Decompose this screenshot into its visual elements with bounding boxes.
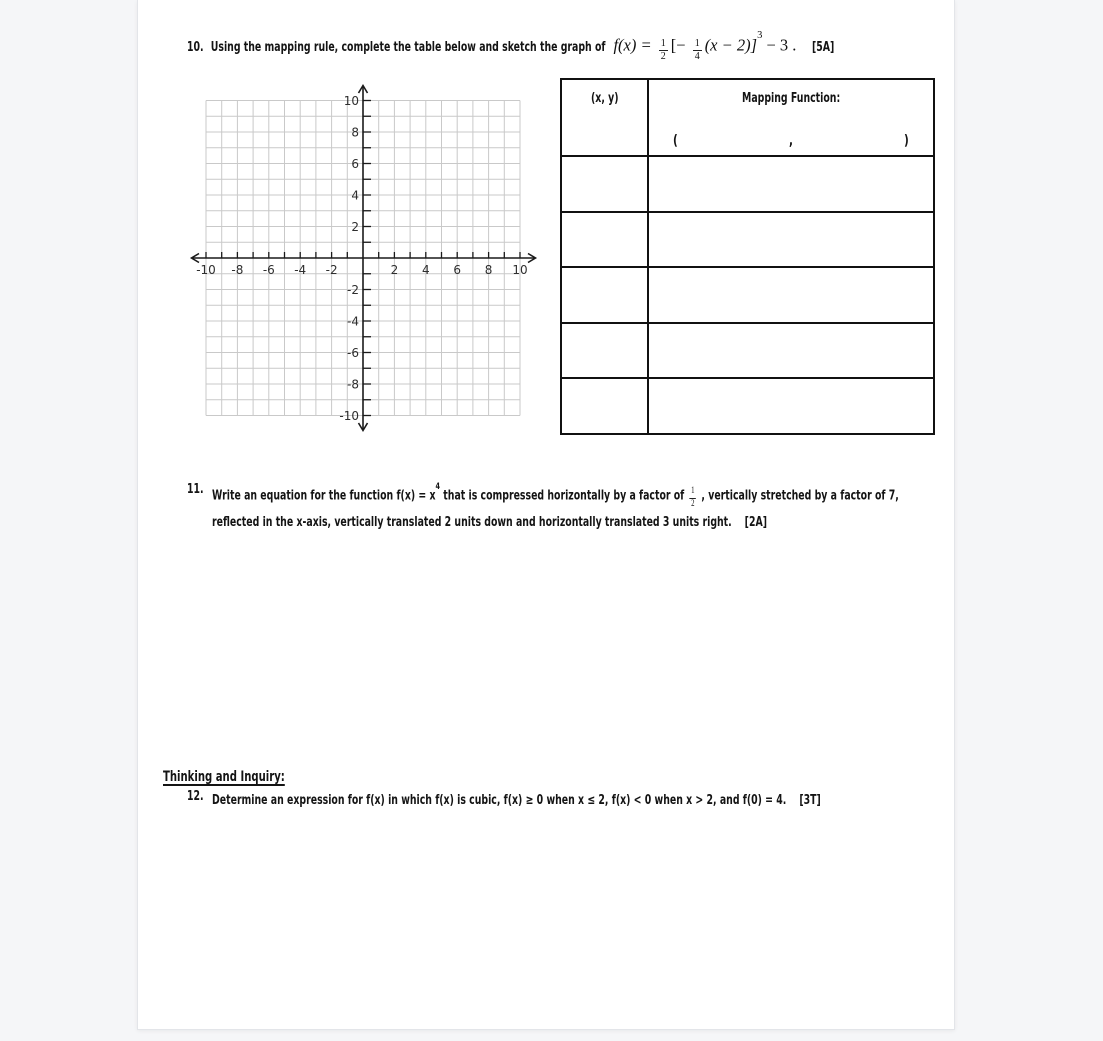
coordinate-grid (189, 78, 538, 438)
svg-text:2: 2 (390, 263, 399, 277)
question-number: 11. (187, 482, 204, 497)
mapping-table (560, 78, 935, 435)
marks-badge: [2A] (744, 515, 767, 531)
xy-cell (561, 156, 648, 212)
svg-text:-6: -6 (347, 346, 359, 360)
mapping-cell (648, 323, 934, 379)
question-number: 10. (187, 39, 204, 55)
question-12 (187, 787, 820, 813)
svg-text:8: 8 (484, 263, 493, 277)
svg-text:4: 4 (351, 188, 359, 203)
table-row (561, 267, 934, 323)
marks-badge: [3T] (798, 793, 821, 808)
table-row (561, 378, 934, 434)
table-row (561, 156, 934, 212)
question-12-line: Determine an expression for f(x) in which f(x) is cubic, f(x) ≥ 0 when x ≤ 2, f(x) < 0 when x > 2, and f(0) = 4. [3T] (211, 793, 821, 808)
mapping-cell (648, 156, 934, 212)
question-11-line-2: reflected in the x-axis, vertically translated 2 units down and horizontally translated 3 units right. [2A] (211, 515, 767, 531)
svg-text:-4: -4 (347, 314, 359, 329)
svg-text:-8: -8 (347, 377, 359, 392)
fraction-one-half: $\frac{1}{2}$ (690, 486, 695, 509)
svg-text:-4: -4 (294, 263, 307, 277)
table-row (561, 212, 934, 268)
marks-badge: [5A] (812, 39, 835, 55)
mapping-header-title: Mapping Function: (741, 91, 841, 106)
question-10 (187, 29, 835, 62)
svg-text:-10: -10 (339, 409, 359, 423)
question-11-line-1: Write an equation for the function $f(x) = x^4$ that is compressed horizontally by a factor of $\frac{1}{2}$ , vertically stretched by a factor of 7, (211, 482, 899, 509)
worksheet-page (137, 0, 955, 1030)
svg-text:6: 6 (453, 263, 462, 277)
svg-text:-2: -2 (325, 263, 338, 277)
mapping-column-header (648, 79, 934, 156)
svg-text:8: 8 (351, 125, 359, 140)
fraction-one-quarter: $\frac{1}{4}$ (694, 37, 700, 62)
xy-column-header: (x, y) (561, 79, 648, 156)
svg-text:-2: -2 (347, 283, 359, 297)
xy-cell (561, 267, 648, 323)
comma: , (789, 133, 793, 149)
thinking-inquiry-heading: Thinking and Inquiry: (163, 769, 285, 785)
svg-text:10: 10 (343, 94, 359, 108)
xy-cell (561, 323, 648, 379)
svg-text:-6: -6 (262, 263, 275, 277)
svg-text:2: 2 (351, 220, 359, 234)
xy-cell (561, 378, 648, 434)
svg-text:-8: -8 (231, 263, 244, 277)
fraction-one-half: $\frac{1}{2}$ (660, 37, 666, 62)
question-10-text: 10. Using the mapping rule, complete the table below and sketch the graph of (187, 39, 606, 55)
question-11 (187, 480, 898, 535)
table-header-row (561, 79, 934, 156)
mapping-cell (648, 212, 934, 268)
mapping-cell (648, 267, 934, 323)
svg-text:10: 10 (512, 263, 528, 277)
svg-text:-10: -10 (196, 263, 216, 277)
table-row (561, 323, 934, 379)
mapping-parens-row (649, 132, 933, 150)
svg-text:6: 6 (351, 157, 359, 171)
question-number: 12. (187, 789, 204, 804)
xy-cell (561, 212, 648, 268)
svg-text:4: 4 (421, 263, 430, 277)
close-paren: ) (904, 133, 909, 149)
math-formula: f(x) = $\frac{1}{2}$ [− $\frac{1}{4}$ (x − 2)]$^3$ − 3 . (613, 30, 797, 62)
open-paren: ( (673, 133, 678, 149)
mapping-cell (648, 378, 934, 434)
